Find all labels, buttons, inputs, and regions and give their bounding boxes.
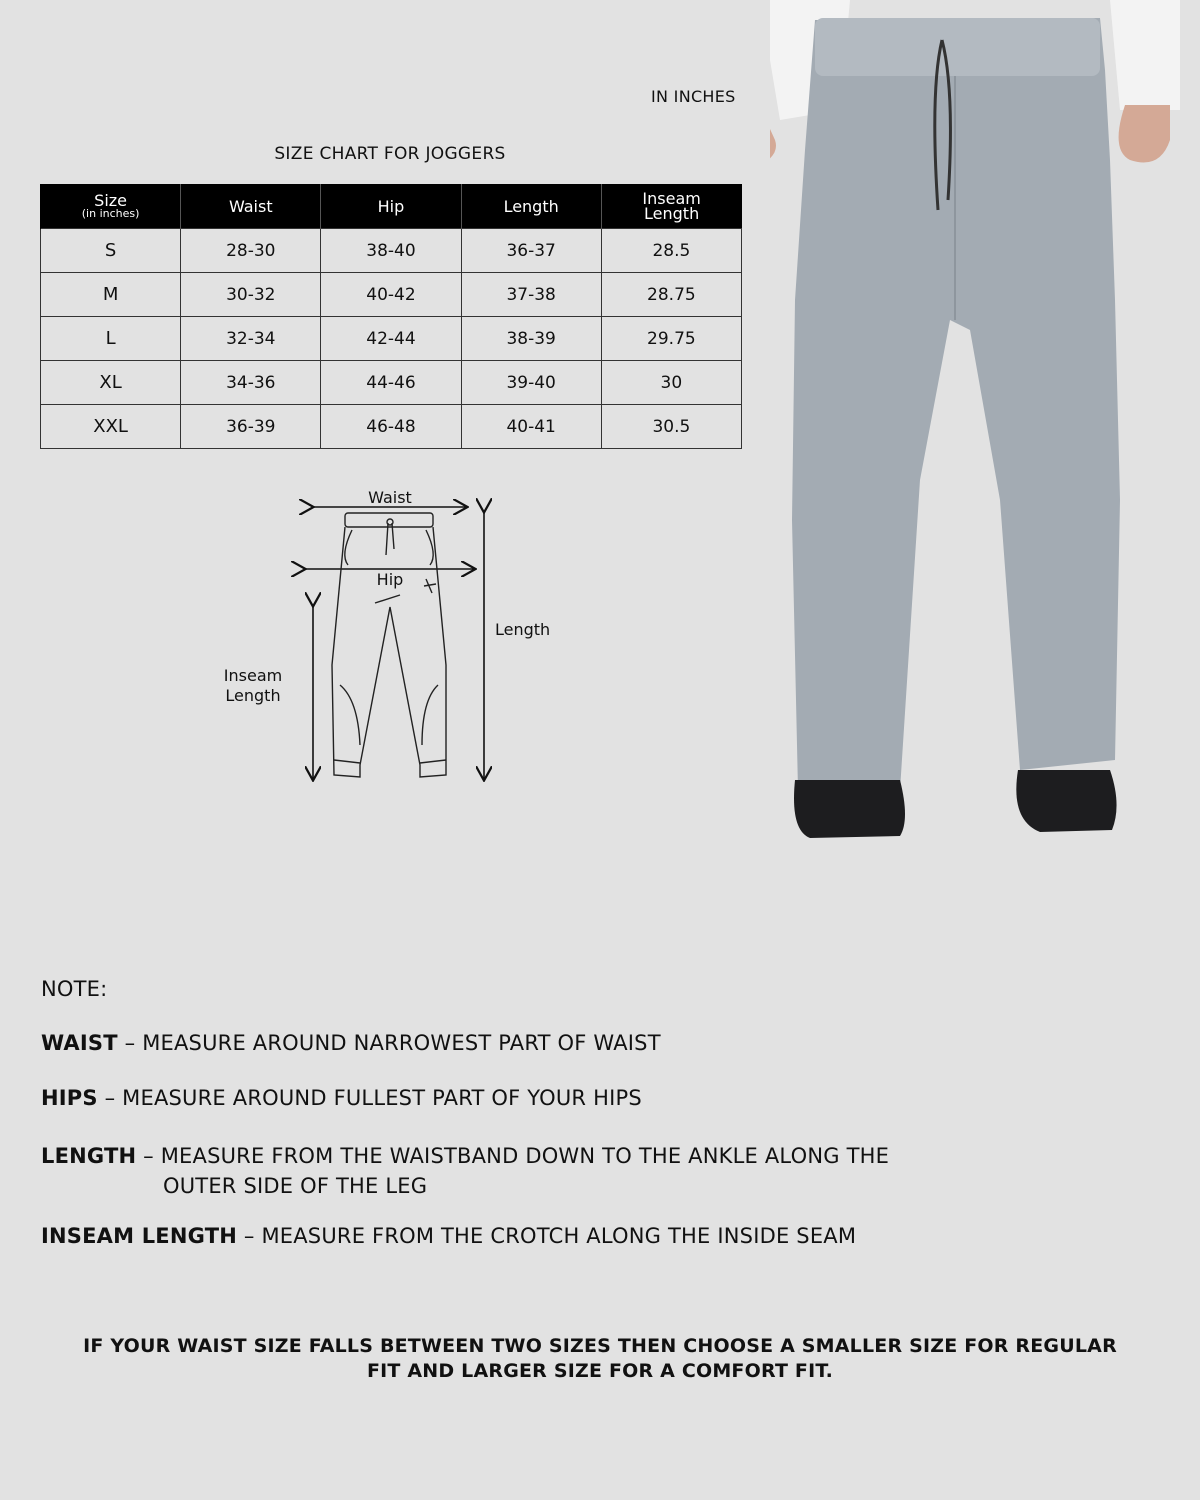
note-waist — [41, 1031, 661, 1055]
measurement-cell: 44-46 — [321, 361, 461, 405]
hip-label: Hip — [376, 570, 404, 589]
measurement-cell: 40-42 — [321, 273, 461, 317]
table-row — [41, 273, 742, 317]
table-row — [41, 229, 742, 273]
note-length-text-2: OUTER SIDE OF THE LEG — [163, 1174, 428, 1198]
measurement-cell: 28-30 — [181, 229, 321, 273]
unit-label: IN INCHES — [651, 87, 736, 106]
note-hips-term: HIPS — [41, 1086, 98, 1110]
chart-title: SIZE CHART FOR JOGGERS — [274, 144, 506, 164]
header-size-sub: (in inches) — [81, 206, 140, 220]
right-hand — [1119, 105, 1170, 163]
table-header-row — [41, 184, 742, 229]
header-inseam-label: Inseam Length — [642, 189, 701, 223]
note-inseam-text: – MEASURE FROM THE CROTCH ALONG THE INSIDE SEAM — [237, 1224, 857, 1248]
jogger-outline — [332, 513, 446, 777]
measurement-cell: 46-48 — [321, 405, 461, 449]
measurement-cell: 29.75 — [601, 317, 741, 361]
measurement-cell: 30.5 — [601, 405, 741, 449]
table-body — [41, 229, 742, 449]
measurement-cell: 30-32 — [181, 273, 321, 317]
measurement-cell: 37-38 — [461, 273, 601, 317]
inseam-label-2: Length — [225, 686, 281, 705]
header-size — [41, 184, 181, 229]
left-hand — [770, 118, 776, 170]
note-hips — [41, 1086, 642, 1110]
size-cell: S — [41, 229, 181, 273]
measurement-cell: 36-37 — [461, 229, 601, 273]
note-heading: NOTE: — [41, 977, 108, 1001]
header-hip: Hip — [321, 184, 461, 229]
fit-advice — [40, 1334, 1160, 1384]
measurement-cell: 28.75 — [601, 273, 741, 317]
waistband — [815, 18, 1100, 76]
note-inseam-term: INSEAM LENGTH — [41, 1224, 237, 1248]
right-sleeve — [1110, 0, 1180, 110]
table-row — [41, 405, 742, 449]
table-row — [41, 317, 742, 361]
note-waist-term: WAIST — [41, 1031, 118, 1055]
measurement-cell: 40-41 — [461, 405, 601, 449]
note-waist-text: – MEASURE AROUND NARROWEST PART OF WAIST — [117, 1031, 661, 1055]
size-table — [40, 184, 742, 449]
size-cell: M — [41, 273, 181, 317]
measurement-cell: 38-39 — [461, 317, 601, 361]
measurement-cell: 30 — [601, 361, 741, 405]
measurement-cell: 42-44 — [321, 317, 461, 361]
right-shoe — [1016, 770, 1116, 832]
note-hips-text: – MEASURE AROUND FULLEST PART OF YOUR HIPS — [97, 1086, 642, 1110]
measurement-diagram — [200, 485, 580, 795]
header-length: Length — [461, 184, 601, 229]
note-inseam — [41, 1224, 856, 1248]
note-length — [41, 1141, 889, 1201]
length-label: Length — [495, 620, 551, 639]
size-cell: XXL — [41, 405, 181, 449]
size-cell: L — [41, 317, 181, 361]
measurement-cell: 28.5 — [601, 229, 741, 273]
left-shoe — [794, 780, 905, 838]
measurement-cell: 39-40 — [461, 361, 601, 405]
table-row — [41, 361, 742, 405]
model-photo — [770, 0, 1180, 850]
header-waist: Waist — [181, 184, 321, 229]
inseam-label-1: Inseam — [223, 666, 283, 685]
size-cell: XL — [41, 361, 181, 405]
fit-advice-line-2: FIT AND LARGER SIZE FOR A COMFORT FIT. — [366, 1360, 834, 1382]
waist-label: Waist — [368, 488, 412, 507]
measurement-cell: 32-34 — [181, 317, 321, 361]
note-length-term: LENGTH — [41, 1144, 137, 1168]
measurement-cell: 36-39 — [181, 405, 321, 449]
note-length-text-1: – MEASURE FROM THE WAISTBAND DOWN TO THE ANKLE ALONG THE — [136, 1144, 890, 1168]
measurement-cell: 38-40 — [321, 229, 461, 273]
fit-advice-line-1: IF YOUR WAIST SIZE FALLS BETWEEN TWO SIZES THEN CHOOSE A SMALLER SIZE FOR REGULAR — [83, 1335, 1117, 1357]
header-size-label: Size — [94, 190, 128, 210]
measurement-cell: 34-36 — [181, 361, 321, 405]
header-inseam — [601, 184, 741, 229]
